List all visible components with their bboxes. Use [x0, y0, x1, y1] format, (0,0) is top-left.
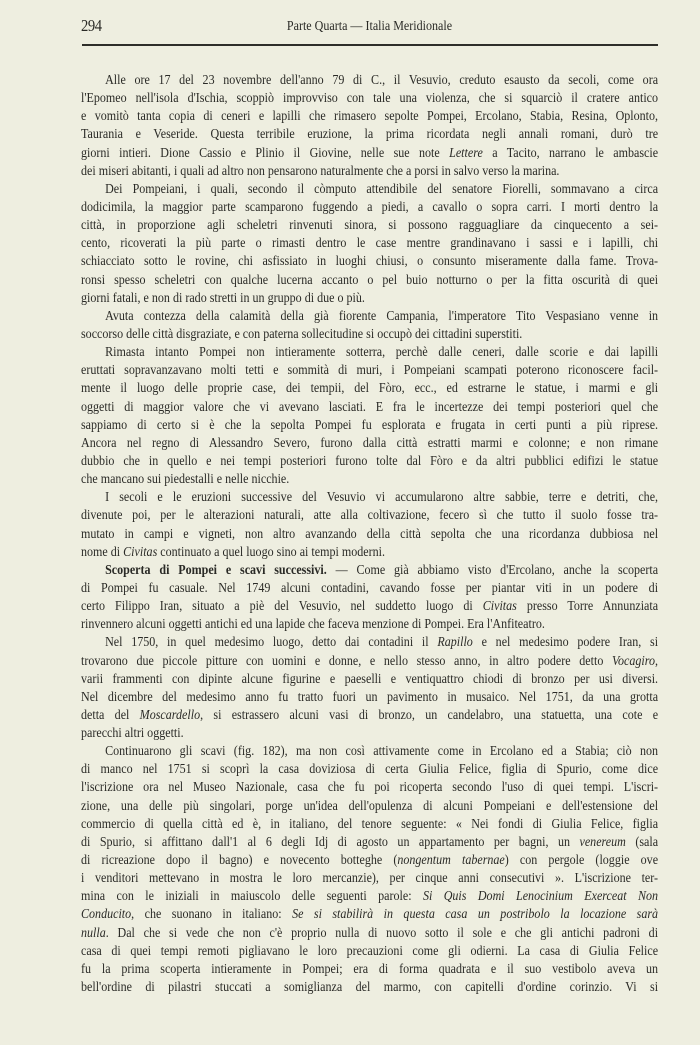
text-line: cento, ricoverati la più parte o rimasti dentro le case mentre grandinavano i sassi e i lapilli, chi: [81, 236, 659, 252]
text-line: parecchi altri oggetti.: [81, 726, 184, 742]
italic-text: Conducito: [81, 907, 132, 923]
text-line: varii frammenti con dipinte alcune figurine e paeselli e ventiquattro chiodi di bronzo per usi diversi.: [81, 671, 659, 687]
text-line: giorni fatali, e non di rado stretti in un gruppo di due o più.: [81, 290, 365, 306]
text-line: I secoli e le eruzioni successive del Vesuvio vi accumularono altre sabbie, terre e detriti, che,: [105, 490, 659, 506]
text-line: sappiamo di certo si è che la sepolta Pompei fu esplorata e frugata in certi punti a più riprese.: [81, 417, 659, 433]
italic-text: Rapillo: [437, 635, 473, 651]
text-line: fu la prima scoperta intieramente in Pompei; era di forma quadrata e il suo vestibolo aveva un: [81, 961, 659, 977]
text-run: mina con le iniziali in maiuscolo delle seguenti parole:: [81, 889, 423, 905]
text-run: di ricreazione dopo il bagno) e novecento botteghe (: [81, 853, 398, 869]
italic-text: nulla: [81, 925, 106, 941]
page-header: [81, 16, 658, 38]
text-line: Nel dicembre del medesimo anno fu tratto fuori un pavimento in musaico. Nel 1751, da una grotta: [81, 689, 659, 705]
text-line: [81, 888, 658, 906]
text-run: ) con pergole (loggie ove: [504, 853, 659, 869]
text-line: Avuta contezza della calamità della già fiorente Campania, l'imperatore Tito Vespasiano venne in: [105, 308, 659, 324]
body-text: [81, 72, 658, 997]
text-line: mutato in campi e vigneti, non altro avanzando della città sepolta che una ricordanza dubbiosa nel: [81, 526, 659, 542]
text-line: mente il luogo delle proprie case, dei tempii, del Fòro, ecc., ed estrarne le statue, i marmi e gli: [81, 381, 659, 397]
italic-text: venereum: [579, 834, 626, 850]
italic-text: Lettere: [449, 145, 483, 161]
text-line: [81, 906, 658, 924]
text-line: [81, 544, 658, 562]
text-run: di Spurio, si affittano dall'1 al 6 degli Idj di agosto un appartamento per bagni, un: [81, 834, 580, 850]
text-line: commercio di quella città ed è, in italiano, del tenore seguente: « Nei fondi di Giulia Felice, figlia: [81, 816, 659, 832]
text-line: eruttati sopravanzavano molti tetti e sommità di muri, i Pompeiani scampati poterono riconoscere facil-: [81, 363, 659, 379]
italic-text: Se si stabilirà in questa casa un postribolo la locazione sarà: [292, 907, 659, 923]
text-run: presso Torre Annunziata: [516, 599, 659, 615]
text-line: Taurania e Veseride. Questa terribile eruzione, la prima ricordata negli annali romani, durò tre: [81, 127, 659, 143]
text-line: oggetti di maggior valore che vi avevano lasciati. E fra le incertezze dei tempi posteriori quel che: [81, 399, 659, 415]
text-run: continuato a quel luogo sino ai tempi moderni.: [157, 544, 385, 560]
text-run: certo Filippo Iran, situato a piè del Vesuvio, nel suddetto luogo di: [81, 599, 483, 615]
italic-text: Vocagiro: [612, 653, 656, 669]
text-line: divenute poi, per le alterazioni naturali, atte alla coltivazione, fecero sì che tutto il suolo fosse tra-: [81, 508, 659, 524]
text-line: l'iscrizione ora nel Museo Nazionale, casa che fu poi ricoperta secondo l'uso di quei tempi. L'iscri-: [81, 780, 659, 796]
text-line: Rimasta intanto Pompei non intieramente sotterra, perchè dalle ceneri, dalle scorie e dai lapilli: [105, 345, 659, 361]
header-rule: [82, 44, 658, 46]
text-run: — Come già abbiamo visto d'Ercolano, anche la scoperta: [326, 562, 659, 578]
text-line: l'Epomeo nell'isola d'Ischia, scoppiò improvviso con tale una violenza, che si squarciò il cratere antico: [81, 91, 659, 107]
text-run: giorni intieri. Dione Cassio e Plinio il Giovine, nelle sue note: [81, 145, 450, 161]
text-run: . Dal che si vede che non c'è proprio nulla di nuovo sotto il sole e che gli antichi padroni di: [105, 925, 659, 941]
text-line: [81, 653, 658, 671]
text-run: ,: [655, 653, 659, 669]
italic-text: Moscardello: [139, 707, 201, 723]
text-line: che mancano sui piedestalli e nelle nicchie.: [81, 472, 290, 488]
text-line: di manco nel 1751 si scoprì la casa doviziosa di certa Giulia Felice, figlia di Spurio, come dice: [81, 762, 659, 778]
text-line: e vomitò tanta copia di ceneri e lapilli che rimasero sepolte Pompei, Ercolano, Stabia, Resina, Oplonto,: [81, 109, 659, 125]
text-line: soccorso delle città disgraziate, e con paterna sollecitudine si occupò dei cittadini superstiti.: [81, 326, 523, 342]
text-line: zione, una delle più singolari, porge un'idea dell'opulenza di alcuni Pompeiani e dell'estensione del: [81, 798, 659, 814]
italic-text: nongentum tabernae: [397, 853, 505, 869]
text-run: Nel 1750, in quel medesimo luogo, detto dai contadini il: [105, 635, 438, 651]
text-run: , si estrassero alcuni vasi di bronzo, un candelabro, una statuetta, una cote e: [200, 707, 659, 723]
text-line: [81, 598, 658, 616]
text-line: città, in proporzione agli scheletri rinvenuti sinora, si possono ragguagliare da cinquecento a sei-: [81, 218, 659, 234]
text-run: detta del: [81, 707, 140, 723]
text-line: [81, 562, 658, 580]
text-line: dei miseri abitanti, i quali ad altro non pensarono naturalmente che a porsi in salvo verso la marina.: [81, 163, 560, 179]
text-run: e nel medesimo podere Iran, si: [472, 635, 659, 651]
text-line: dodicimila, la maggior parte scamparono fuggendo a piedi, a cavallo o sopra carri. I morti dentro la: [81, 199, 659, 215]
text-run: , che suonano in italiano:: [131, 907, 293, 923]
text-line: [81, 145, 658, 163]
text-line: [81, 852, 658, 870]
text-line: dubbio che in quello e nei tempi posteriori furono tolte dal Fòro e da altri pubblici edifizi le statue: [81, 453, 659, 469]
text-line: rinvennero alcuni oggetti antichi ed una lapide che faceva menzione di Pompei. Era l'Anfiteatro.: [81, 617, 545, 633]
text-line: [81, 925, 658, 943]
italic-text: Si Quis Domi Lenocinium Exerceat Non: [422, 889, 659, 905]
text-run: trovarono due piccole pitture con uomini e donne, e nello stesso anno, in altro podere detto: [81, 653, 613, 669]
text-run: nome di: [81, 544, 124, 560]
text-line: [81, 634, 658, 652]
running-title: Parte Quarta — Italia Meridionale: [286, 19, 453, 34]
text-line: i venditori mettevano in mostra le loro mercanzie), per cinque anni consecutivi ». L'iscrizione ter-: [81, 871, 659, 887]
section-heading: Scoperta di Pompei e scavi successivi.: [105, 562, 327, 578]
text-line: casa di quei tempi remoti pigliavano le loro precauzioni come gli odierni. La casa di Giulia Felice: [81, 943, 659, 959]
text-line: bell'ordine di pilastri stuccati a somiglianza del marmo, con capitelli d'ordine corinzio. Vi si: [81, 980, 659, 996]
text-run: a Tacito, narrano le ambascie: [482, 145, 659, 161]
text-line: ronsi spesso scheletri con qualche lucerna accanto o pel buio notturno o per la fitta oscurità di quei: [81, 272, 659, 288]
italic-text: Civitas: [123, 544, 158, 560]
text-line: Dei Pompeiani, i quali, secondo il còmputo attendibile del senatore Fiorelli, sommavano a circa: [105, 181, 659, 197]
italic-text: Civitas: [482, 599, 517, 615]
text-run: (sala: [625, 834, 659, 850]
text-line: [81, 707, 658, 725]
text-line: Ancora nel regno di Alessandro Severo, furono dalla città estratti marmi e colonne; e non rimane: [81, 435, 659, 451]
text-line: schiacciato sotto le rovine, chi asfissiato in luoghi chiusi, o consunto miseramente dalla fame. Trova-: [81, 254, 659, 270]
text-line: Alle ore 17 del 23 novembre dell'anno 79 di C., il Vesuvio, creduto esausto da secoli, come ora: [105, 73, 659, 88]
text-line: di Pompei fu casuale. Nel 1749 alcuni contadini, cavando fosse per piantar viti in un podere di: [81, 580, 659, 596]
text-line: [81, 834, 658, 852]
page-number: 294: [81, 16, 102, 35]
text-line: Continuarono gli scavi (fig. 182), ma non così attivamente come in Ercolano ed a Stabia; ciò non: [105, 744, 659, 760]
